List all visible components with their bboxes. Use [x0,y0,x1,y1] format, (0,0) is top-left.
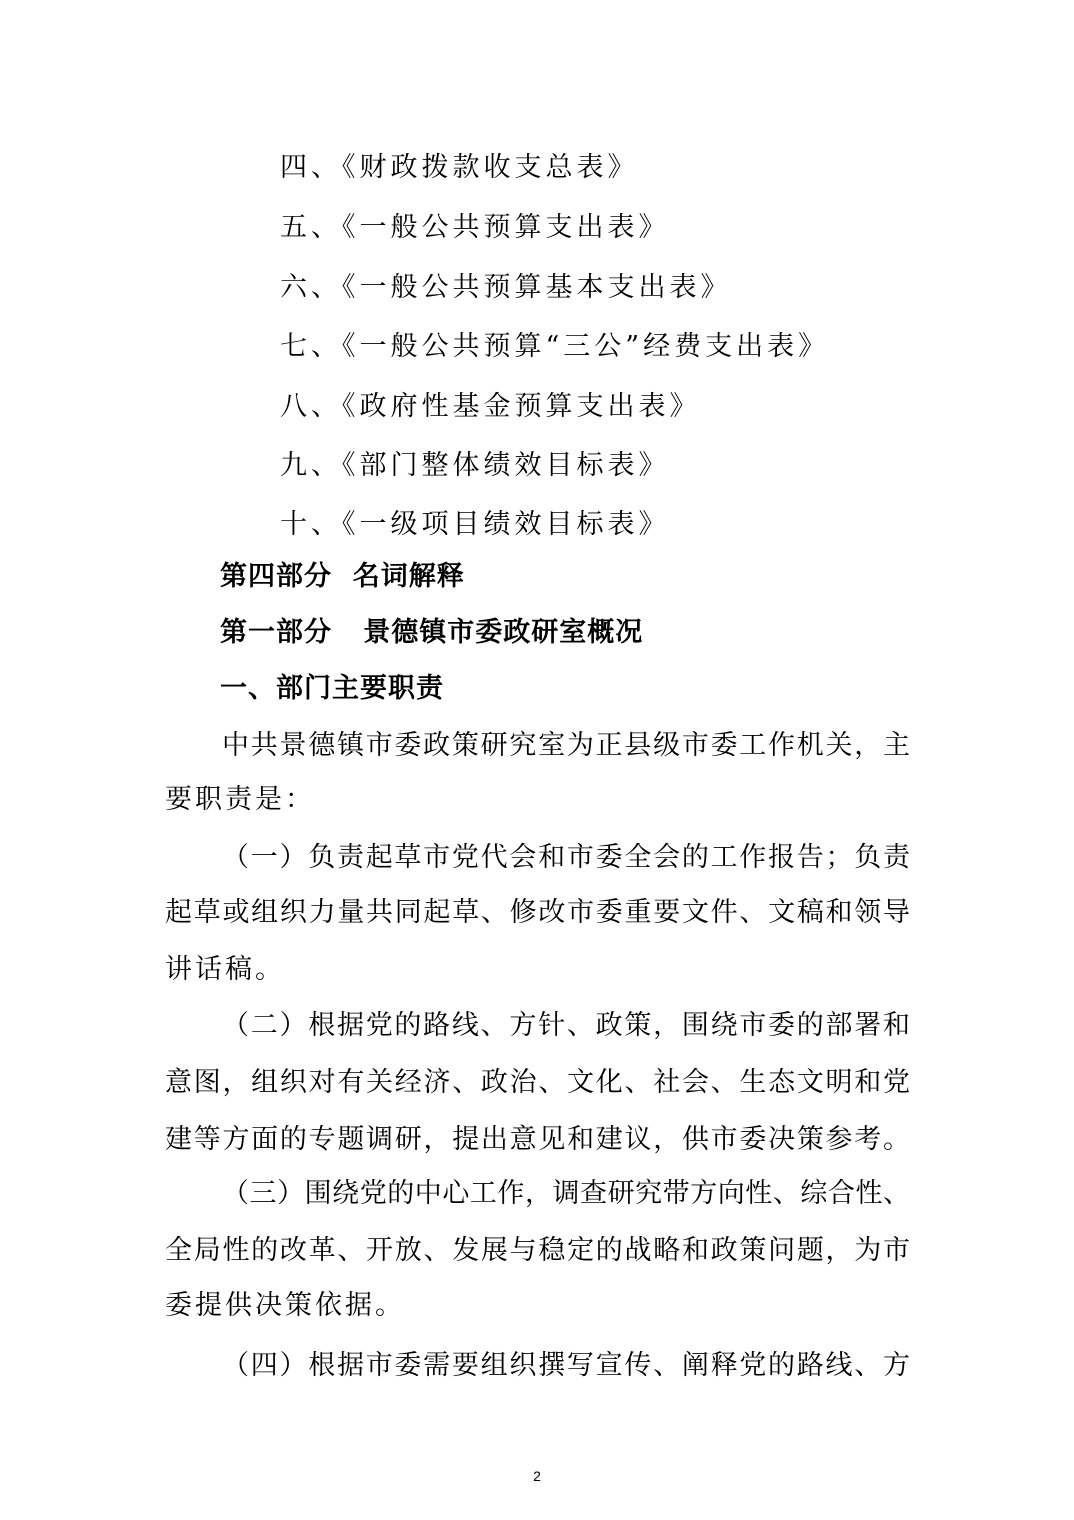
toc-item: 八、《政府性基金预算支出表》 [280,391,701,422]
toc-item: 七、《一般公共预算“三公”经费支出表》 [280,331,830,362]
paragraph-line: 中共景德镇市委政策研究室为正县级市委工作机关，主 [222,730,910,761]
paragraph-line: （二）根据党的路线、方针、政策，围绕市委的部署和 [222,1010,910,1041]
paragraph-line: 要职责是： [165,784,315,815]
toc-item: 十、《一级项目绩效目标表》 [280,509,670,540]
toc-item: 六、《一般公共预算基本支出表》 [280,272,732,303]
part1-heading: 第一部分 景德镇市委政研室概况 [220,617,644,648]
paragraph-line: 建等方面的专题调研，提出意见和建议，供市委决策参考。 [165,1124,910,1155]
toc-item: 四、《财政拨款收支总表》 [280,152,639,183]
paragraph-line: 起草或组织力量共同起草、修改市委重要文件、文稿和领导 [165,897,910,928]
paragraph-line: （一）负责起草市党代会和市委全会的工作报告；负责 [222,842,910,873]
toc-part4-heading: 第四部分 名词解释 [220,561,465,592]
paragraph-line: （四）根据市委需要组织撰写宣传、阐释党的路线、方 [222,1350,910,1381]
paragraph-line: 全局性的改革、开放、发展与稳定的战略和政策问题，为市 [165,1235,910,1266]
paragraph-line: 委提供决策依据。 [165,1290,405,1321]
paragraph-line: 讲话稿。 [165,954,285,985]
paragraph-line: 意图，组织对有关经济、政治、文化、社会、生态文明和党 [165,1067,910,1098]
paragraph-line: （三）围绕党的中心工作，调查研究带方向性、综合性、 [222,1178,910,1209]
section1-heading: 一、部门主要职责 [220,673,444,704]
page-number: 2 [533,1468,541,1484]
toc-item: 九、《部门整体绩效目标表》 [280,450,670,481]
toc-item: 五、《一般公共预算支出表》 [280,212,670,243]
